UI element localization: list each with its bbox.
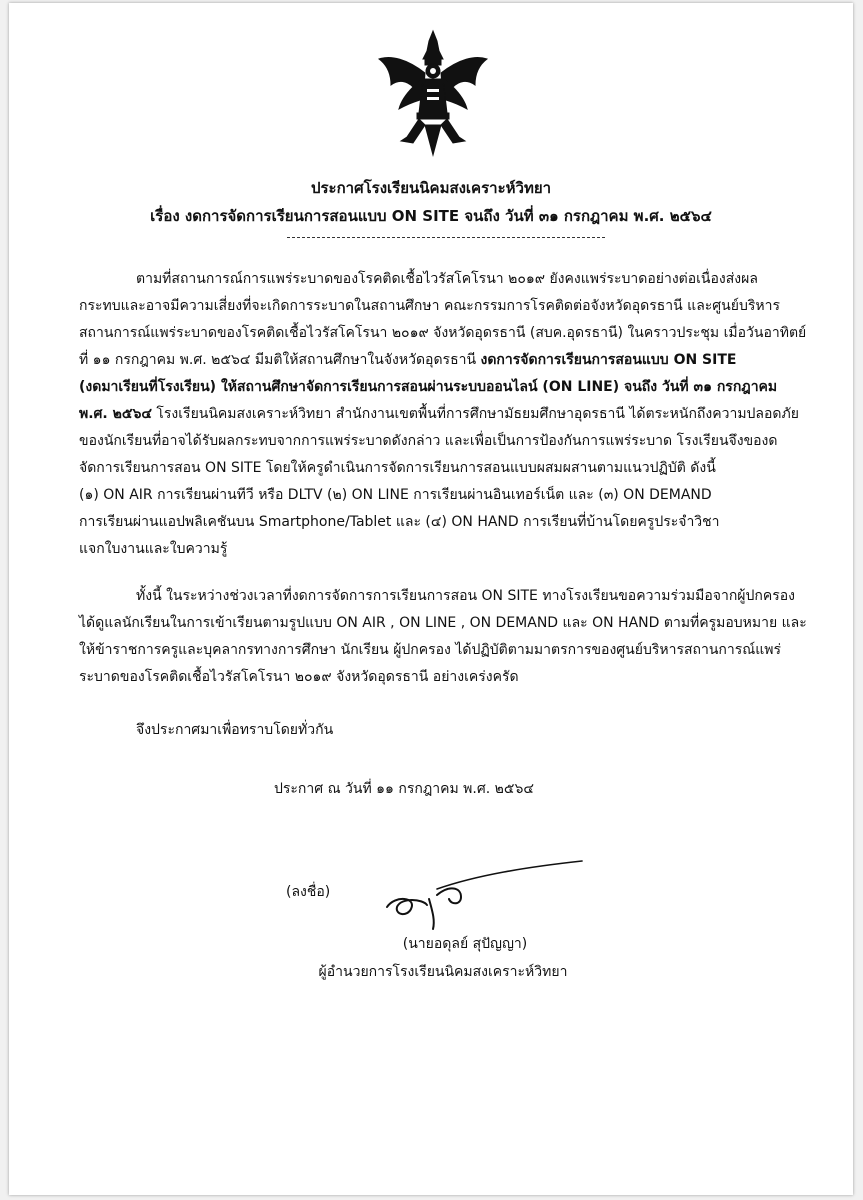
sign-label: (ลงชื่อ) <box>286 884 331 900</box>
header-divider <box>287 237 605 238</box>
p1-line-6 <box>79 403 799 425</box>
p1-line-3: สถานการณ์แพร่ระบาดของโรคติดเชื้อไวรัสโคโรนา ๒๐๑๙ จังหวัดอุดรธานี (สบค.อุดรธานี) ในคราวประชุม เมื่อวันอาทิตย์ <box>79 325 807 341</box>
p1-line-11: แจกใบงานและใบความรู้ <box>79 541 228 557</box>
p1-line-9: (๑) ON AIR การเรียนผ่านทีวี หรือ DLTV (๒) ON LINE การเรียนผ่านอินเทอร์เน็ต และ (๓) ON DEMAND <box>79 487 712 503</box>
document-page <box>9 3 853 1195</box>
garuda-emblem-icon <box>377 29 489 157</box>
p1-line-8: จัดการเรียนการสอน ON SITE โดยให้ครูดำเนินการจัดการเรียนการสอนแบบผสมผสานตามแนวปฏิบัติ ดังนี้ <box>79 460 716 476</box>
announcement-subject: เรื่อง งดการจัดการเรียนการสอนแบบ ON SITE จนถึง วันที่ ๓๑ กรกฎาคม พ.ศ. ๒๕๖๔ <box>150 207 712 225</box>
p1-line-5: (งดมาเรียนที่โรงเรียน) ให้สถานศึกษาจัดการเรียนการสอนผ่านระบบออนไลน์ (ON LINE) จนถึง วันที่ ๓๑ กรกฎาคม <box>79 379 778 395</box>
p1-line-4-text: ที่ ๑๑ กรกฎาคม พ.ศ. ๒๕๖๔ มีมติให้สถานศึกษาในจังหวัดอุดรธานี <box>79 352 481 368</box>
p2-line-1: ทั้งนี้ ในระหว่างช่วงเวลาที่งดการจัดการการเรียนการสอน ON SITE ทางโรงเรียนขอความร่วมมือจากผู้ปกครอง <box>136 588 795 604</box>
p2-line-3: ให้ข้าราชการครูและบุคลากรทางการศึกษา นักเรียน ผู้ปกครอง ได้ปฏิบัติตามมาตรการของศูนย์บริหารสถานการณ์แพร่ <box>79 642 782 658</box>
closing-text: จึงประกาศมาเพื่อทราบโดยทั่วกัน <box>136 722 334 738</box>
announcement-title: ประกาศโรงเรียนนิคมสงเคราะห์วิทยา <box>310 179 552 197</box>
signer-name: (นายอดุลย์ สุปัญญา) <box>402 936 528 952</box>
p1-line-2: กระทบและอาจมีความเสี่ยงที่จะเกิดการระบาดในสถานศึกษา คณะกรรมการโรคติดต่อจังหวัดอุดรธานี และศูนย์บริหาร <box>79 298 780 314</box>
p1-line-4-bold: งดการจัดการเรียนการสอนแบบ ON SITE <box>480 352 737 368</box>
signature-mark <box>377 855 587 935</box>
signer-position: ผู้อำนวยการโรงเรียนนิคมสงเคราะห์วิทยา <box>318 964 568 980</box>
p2-line-2: ได้ดูแลนักเรียนในการเข้าเรียนตามรูปแบบ ON AIR , ON LINE , ON DEMAND และ ON HAND ตามที่ครูมอบหมาย และ <box>79 615 807 631</box>
p1-line-6-text: โรงเรียนนิคมสงเคราะห์วิทยา สำนักงานเขตพื้นที่การศึกษามัธยมศึกษาอุดรธานี ได้ตระหนักถึงความปลอดภัย <box>151 406 799 422</box>
p1-line-4 <box>79 349 736 371</box>
p1-line-7: ของนักเรียนที่อาจได้รับผลกระทบจากการแพร่ระบาดดังกล่าว และเพื่อเป็นการป้องกันการแพร่ระบาด โรงเรียนจึงของด <box>79 433 778 449</box>
p1-line-10: การเรียนผ่านแอปพลิเคชันบน Smartphone/Tablet และ (๔) ON HAND การเรียนที่บ้านโดยครูประจำวิชา <box>79 514 720 530</box>
p2-line-4: ระบาดของโรคติดเชื้อไวรัสโคโรนา ๒๐๑๙ จังหวัดอุดรธานี อย่างเคร่งครัด <box>79 669 519 685</box>
announcement-date: ประกาศ ณ วันที่ ๑๑ กรกฎาคม พ.ศ. ๒๕๖๔ <box>274 781 534 797</box>
p1-line-6-bold: พ.ศ. ๒๕๖๔ <box>79 406 152 422</box>
p1-line-1: ตามที่สถานการณ์การแพร่ระบาดของโรคติดเชื้อไวรัสโคโรนา ๒๐๑๙ ยังคงแพร่ระบาดอย่างต่อเนื่องส่งผล <box>136 271 758 287</box>
